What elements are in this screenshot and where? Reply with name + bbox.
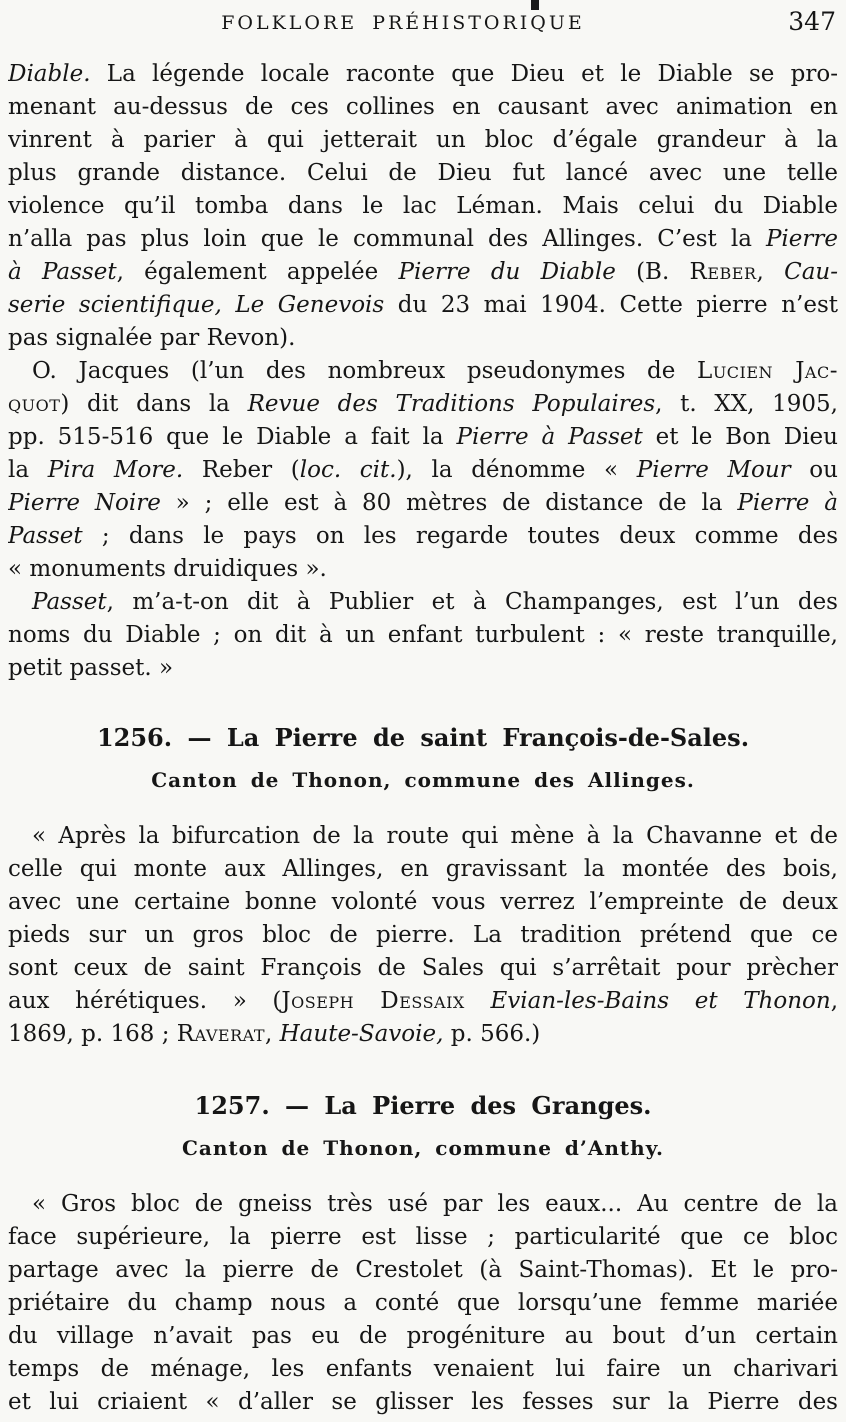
paragraph: [8, 1188, 838, 1419]
text-run: pp. 515-516 que le Diable a fait la: [8, 424, 457, 450]
text-line: [8, 1386, 838, 1419]
text-run: ,: [756, 259, 785, 285]
text-run: Haute-Savoie,: [279, 1021, 444, 1047]
text-line: [8, 553, 838, 586]
text-run: 1869, p. 168 ;: [8, 1021, 177, 1047]
text-run: à Passet: [8, 259, 117, 285]
section-heading: 1256. — La Pierre de saint François-de-Sales.: [96, 723, 750, 752]
text-run: Reber (: [183, 457, 300, 483]
text-run: du village n’avait pas eu de progéniture au bout d’un certain: [8, 1323, 838, 1349]
text-line: [8, 952, 838, 985]
text-line: [8, 919, 838, 952]
text-run: Pierre du Diable: [398, 259, 616, 285]
text-line: [8, 1188, 838, 1221]
text-run: « Après la bifurcation de la route qui mène à la Chavanne et de: [32, 823, 838, 849]
text-line: [8, 223, 838, 256]
text-run: Lucien Jac-: [697, 358, 838, 384]
text-run: p. 566.): [443, 1021, 541, 1047]
text-run: ) dit dans la: [60, 391, 248, 417]
text-line: [8, 1320, 838, 1353]
text-line: [8, 652, 838, 685]
text-line: [8, 985, 838, 1018]
text-run: Pierre Mour: [636, 457, 791, 483]
text-run: temps de ménage, les enfants venaient lui faire un charivari: [8, 1356, 838, 1382]
text-run: « monuments druidiques ».: [8, 556, 327, 582]
text-run: (B.: [615, 259, 690, 285]
text-line: [8, 190, 838, 223]
text-run: partage avec la pierre de Crestolet (à Saint-Thomas). Et le pro-: [8, 1257, 838, 1283]
text-run: avec une certaine bonne volonté vous verrez l’empreinte de deux: [8, 889, 838, 915]
page-number: 347: [788, 7, 836, 36]
text-run: Reber: [689, 259, 757, 285]
text-run: , m’a-t-on dit à Publier et à Champanges, est l’un des: [106, 589, 838, 615]
text-run: Diable.: [8, 61, 91, 87]
text-run: [465, 988, 491, 1014]
text-line: [8, 388, 838, 421]
section-subheading: Canton de Thonon, commune des Allinges.: [151, 768, 695, 792]
text-run: noms du Diable ; on dit à un enfant turbulent : « reste tranquille,: [8, 622, 838, 648]
text-run: ,: [830, 988, 838, 1014]
text-line: [8, 886, 838, 919]
text-line: [8, 421, 838, 454]
paragraph: [8, 820, 838, 1051]
text-run: et le Bon Dieu: [642, 424, 838, 450]
text-run: Passet: [32, 589, 107, 615]
text-run: Pierre à Passet: [456, 424, 643, 450]
text-run: ,: [265, 1021, 280, 1047]
text-line: [8, 853, 838, 886]
text-run: pas signalée par Revon).: [8, 325, 296, 351]
text-line: [8, 157, 838, 190]
paragraph: [8, 586, 838, 685]
paragraph: [8, 58, 838, 355]
text-run: Cau-: [784, 259, 838, 285]
scan-artifact: [531, 0, 539, 10]
text-run: La légende locale raconte que Dieu et le Diable se pro-: [90, 61, 838, 87]
text-line: [8, 1221, 838, 1254]
text-line: [8, 355, 838, 388]
text-run: Raverat: [176, 1021, 265, 1047]
text-run: ), la dénomme «: [396, 457, 637, 483]
text-run: la: [8, 457, 48, 483]
text-run: ; dans le pays on les regarde toutes deux comme des: [82, 523, 838, 549]
paragraph: [8, 355, 838, 586]
text-line: [8, 124, 838, 157]
text-line: [8, 91, 838, 124]
text-line: [8, 820, 838, 853]
text-run: plus grande distance. Celui de Dieu fut lancé avec une telle: [8, 160, 838, 186]
text-run: sont ceux de saint François de Sales qui s’arrêtait pour prècher: [8, 955, 838, 981]
text-line: [8, 520, 838, 553]
text-run: Joseph Dessaix: [281, 988, 465, 1014]
text-run: Passet: [8, 523, 83, 549]
text-run: face supérieure, la pierre est lisse ; particularité que ce bloc: [8, 1224, 838, 1250]
running-title: FOLKLORE PRÉHISTORIQUE: [221, 12, 585, 34]
text-run: du 23 mai 1904. Cette pierre n’est: [384, 292, 838, 318]
text-run: Pierre: [765, 226, 838, 252]
text-run: » ; elle est à 80 mètres de distance de la: [160, 490, 738, 516]
text-run: priétaire du champ nous a conté que lorsqu’une femme mariée: [8, 1290, 838, 1316]
text-run: O. Jacques (l’un des nombreux pseudonymes de: [32, 358, 698, 384]
text-run: petit passet. »: [8, 655, 174, 681]
text-run: loc. cit.: [299, 457, 397, 483]
text-run: « Gros bloc de gneiss très usé par les eaux... Au centre de la: [32, 1191, 838, 1217]
text-run: Pira More.: [47, 457, 184, 483]
text-run: menant au-dessus de ces collines en causant avec animation en: [8, 94, 838, 120]
text-run: ou: [790, 457, 838, 483]
section-subheading: Canton de Thonon, commune d’Anthy.: [182, 1136, 664, 1160]
text-line: [8, 586, 838, 619]
text-run: quot: [8, 391, 61, 417]
text-line: [8, 289, 838, 322]
text-line: [8, 1287, 838, 1320]
text-line: [8, 619, 838, 652]
text-run: aux hérétiques. » (: [8, 988, 282, 1014]
text-run: violence qu’il tomba dans le lac Léman. Mais celui du Diable: [8, 193, 838, 219]
text-line: [8, 454, 838, 487]
text-run: , également appelée: [116, 259, 399, 285]
text-run: , t. XX, 1905,: [655, 391, 838, 417]
text-run: n’alla pas plus loin que le communal des Allinges. C’est la: [8, 226, 766, 252]
section-heading: 1257. — La Pierre des Granges.: [194, 1091, 652, 1120]
text-run: serie scientifique, Le Genevois: [8, 292, 385, 318]
text-line: [8, 58, 838, 91]
text-line: [8, 322, 838, 355]
text-run: Pierre Noire: [8, 490, 161, 516]
text-run: vinrent à parier à qui jetterait un bloc d’égale grandeur à la: [8, 127, 838, 153]
text-run: Evian-les-Bains et Thonon: [490, 988, 831, 1014]
text-line: [8, 256, 838, 289]
running-head: [8, 7, 838, 40]
text-run: et lui criaient « d’aller se glisser les fesses sur la Pierre des: [8, 1389, 838, 1415]
text-run: celle qui monte aux Allinges, en gravissant la montée des bois,: [8, 856, 838, 882]
text-body: [8, 58, 838, 1419]
text-run: Pierre à: [737, 490, 838, 516]
text-line: [8, 1353, 838, 1386]
text-run: pieds sur un gros bloc de pierre. La tradition prétend que ce: [8, 922, 838, 948]
text-line: [8, 1018, 838, 1051]
text-line: [8, 1254, 838, 1287]
text-line: [8, 487, 838, 520]
text-run: Revue des Traditions Populaires: [247, 391, 656, 417]
